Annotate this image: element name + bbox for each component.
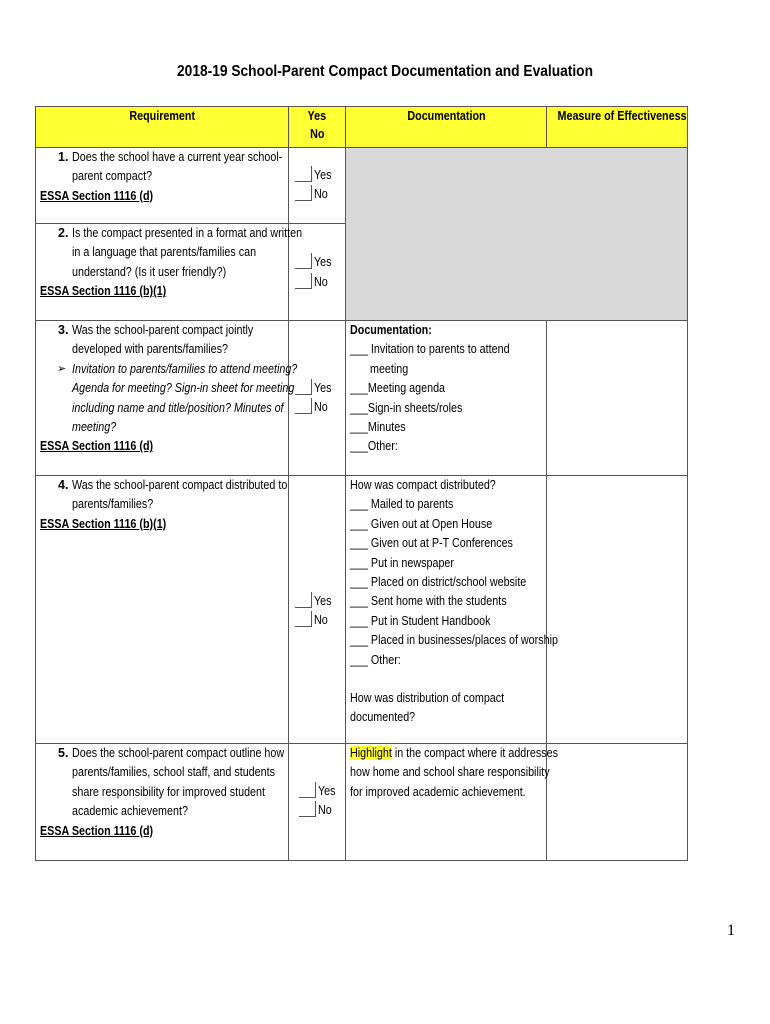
requirement-cell-3: 3. Was the school-parent compact jointly developed with parents/families? ➢ Invitation to parents/families to attend meeting? Agenda for meeting? Sign-in sheet for meeting including name and title/position? Minutes of meeting? ESSA Section 1116 (d) (36, 321, 289, 476)
header-requirement: Requirement (36, 107, 289, 148)
header-measure: Measure of Effectiveness (547, 107, 688, 148)
documentation-cell-5: Highlight in the compact where it addresses how home and school share responsibility for improved academic achievement. (346, 744, 547, 861)
header-yes-no: Yes No (289, 107, 346, 148)
no-checkbox[interactable] (295, 611, 312, 627)
documentation-cell-4: How was compact distributed? ___ Mailed to parents ___ Given out at Open House ___ Given out at P-T Conferences ___ Put in newspaper ___ Placed on district/school website ___ Sent home with the students ___ Put in Student Handbook ___ Placed in businesses/places of worship ___ Other: How was distribution of compact documented? (346, 476, 547, 744)
table-row (36, 148, 688, 224)
yes-checkbox[interactable] (295, 379, 312, 395)
requirement-cell-5: 5. Does the school-parent compact outline how parents/families, school staff, and students share responsibility for improved student academic achievement? ESSA Section 1116 (d) (36, 744, 289, 861)
header-documentation: Documentation (346, 107, 547, 148)
page-number: 1 (727, 922, 735, 939)
no-checkbox[interactable] (295, 185, 312, 201)
measure-cell-4[interactable] (547, 476, 688, 744)
measure-cell-3[interactable] (547, 321, 688, 476)
no-checkbox[interactable] (299, 801, 316, 817)
requirement-cell-1: 1. Does the school have a current year school- parent compact? ESSA Section 1116 (d) (36, 148, 289, 224)
requirement-cell-2: 2. Is the compact presented in a format and written in a language that parents/families can understand? (Is it user friendly?) ESSA Section 1116 (b)(1) (36, 224, 289, 321)
highlight-text: Highlight (350, 746, 392, 760)
measure-cell-5[interactable] (547, 744, 688, 861)
yes-no-cell-3: Yes No (289, 321, 346, 476)
arrow-bullet-icon: ➢ (57, 362, 67, 375)
yes-no-cell-1: Yes No (289, 148, 346, 224)
header-row (36, 107, 688, 148)
yes-no-cell-4: Yes No (289, 476, 346, 744)
no-checkbox[interactable] (295, 273, 312, 289)
greyed-out-area (346, 148, 688, 321)
table-row (36, 321, 688, 476)
page-title: 2018-19 School-Parent Compact Documentation and Evaluation (177, 63, 593, 80)
yes-checkbox[interactable] (299, 782, 316, 798)
no-checkbox[interactable] (295, 398, 312, 414)
documentation-cell-3: Documentation: ___ Invitation to parents to attend meeting ___Meeting agenda ___Sign-in sheets/roles ___Minutes ___Other: (346, 321, 547, 476)
yes-checkbox[interactable] (295, 166, 312, 182)
yes-no-cell-2: Yes No (289, 224, 346, 321)
yes-no-cell-5: Yes No (289, 744, 346, 861)
table-row (36, 476, 688, 744)
requirement-cell-4: 4. Was the school-parent compact distributed to parents/families? ESSA Section 1116 (b)(1) (36, 476, 289, 744)
compact-evaluation-table (35, 106, 688, 861)
yes-checkbox[interactable] (295, 253, 312, 269)
yes-checkbox[interactable] (295, 592, 312, 608)
table-row (36, 744, 688, 861)
